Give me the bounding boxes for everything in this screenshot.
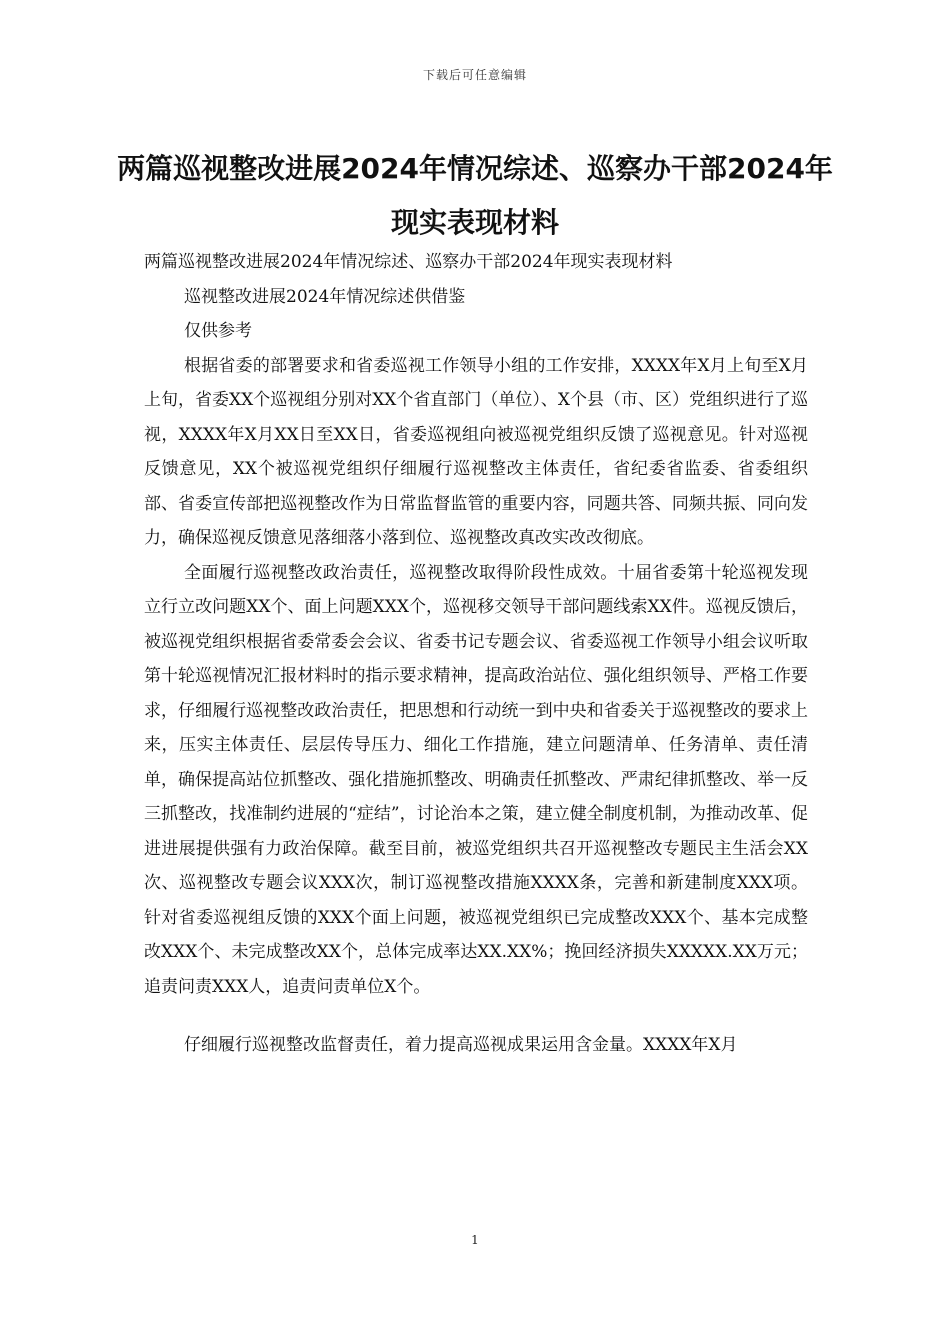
- page-header-note: 下载后可任意编辑: [422, 68, 527, 82]
- body-paragraph: 仔细履行巡视整改监督责任，着力提高巡视成果运用含金量。XXXX年X月: [184, 1035, 738, 1055]
- document-title: 两篇巡视整改进展2024年情况综述、巡察办干部2024年现实表现材料: [117, 152, 833, 239]
- body-paragraph: 根据省委的部署要求和省委巡视工作领导小组的工作安排，XXXX年X月上旬至X月上旬，省委XX个巡视组分别对XX个省直部门（单位）、X个县（市、区）党组织进行了巡视，XXXX年X月XX日至XX日，省委巡视组向被巡视党组织反馈了巡视意见。针对巡视反馈意见，XX个被巡视党组织仔细履行巡视整改主体责任，省纪委省监委、省委组织部、省委宣传部把巡视整改作为日常监督监管的重要内容，同题共答、同频共振、同向发力，确保巡视反馈意见落细落小落到位、巡视整改真改实改改彻底。: [144, 355, 809, 548]
- body-paragraph: 全面履行巡视整改政治责任，巡视整改取得阶段性成效。十届省委第十轮巡视发现立行立改问题XX个、面上问题XXX个，巡视移交领导干部问题线索XX件。巡视反馈后，被巡视党组织根据省委常委会会议、省委书记专题会议、省委巡视工作领导小组会议听取第十轮巡视情况汇报材料时的指示要求精神，提高政治站位、强化组织领导、严格工作要求，仔细履行巡视整改政治责任，把思想和行动统一到中央和省委关于巡视整改的要求上来，压实主体责任、层层传导压力、细化工作措施，建立问题清单、任务清单、责任清单，确保提高站位抓整改、强化措施抓整改、明确责任抓整改、严肃纪律抓整改、举一反三抓整改，找准制约进展的“症结”，讨论治本之策，建立健全制度机制，为推动改革、促进进展提供强有力政治保障。截至目前，被巡党组织共召开巡视整改专题民主生活会XX次、巡视整改专题会议XXX次，制订巡视整改措施XXXX条，完善和新建制度XXX项。针对省委巡视组反馈的XXX个面上问题，被巡视党组织已完成整改XXX个、基本完成整改XXX个、未完成整改XX个，总体完成率达XX.XX%；挽回经济损失XXXXX.XX万元；追责问责XXX人，追责问责单位X个。: [144, 562, 808, 997]
- body-paragraph-reference-note: 仅供参考: [184, 321, 252, 341]
- body-paragraph-full-title: 两篇巡视整改进展2024年情况综述、巡察办干部2024年现实表现材料: [144, 252, 673, 272]
- document-body: [144, 245, 808, 1063]
- page-number: 1: [471, 1233, 479, 1247]
- body-paragraph-subtitle: 巡视整改进展2024年情况综述供借鉴: [184, 286, 466, 307]
